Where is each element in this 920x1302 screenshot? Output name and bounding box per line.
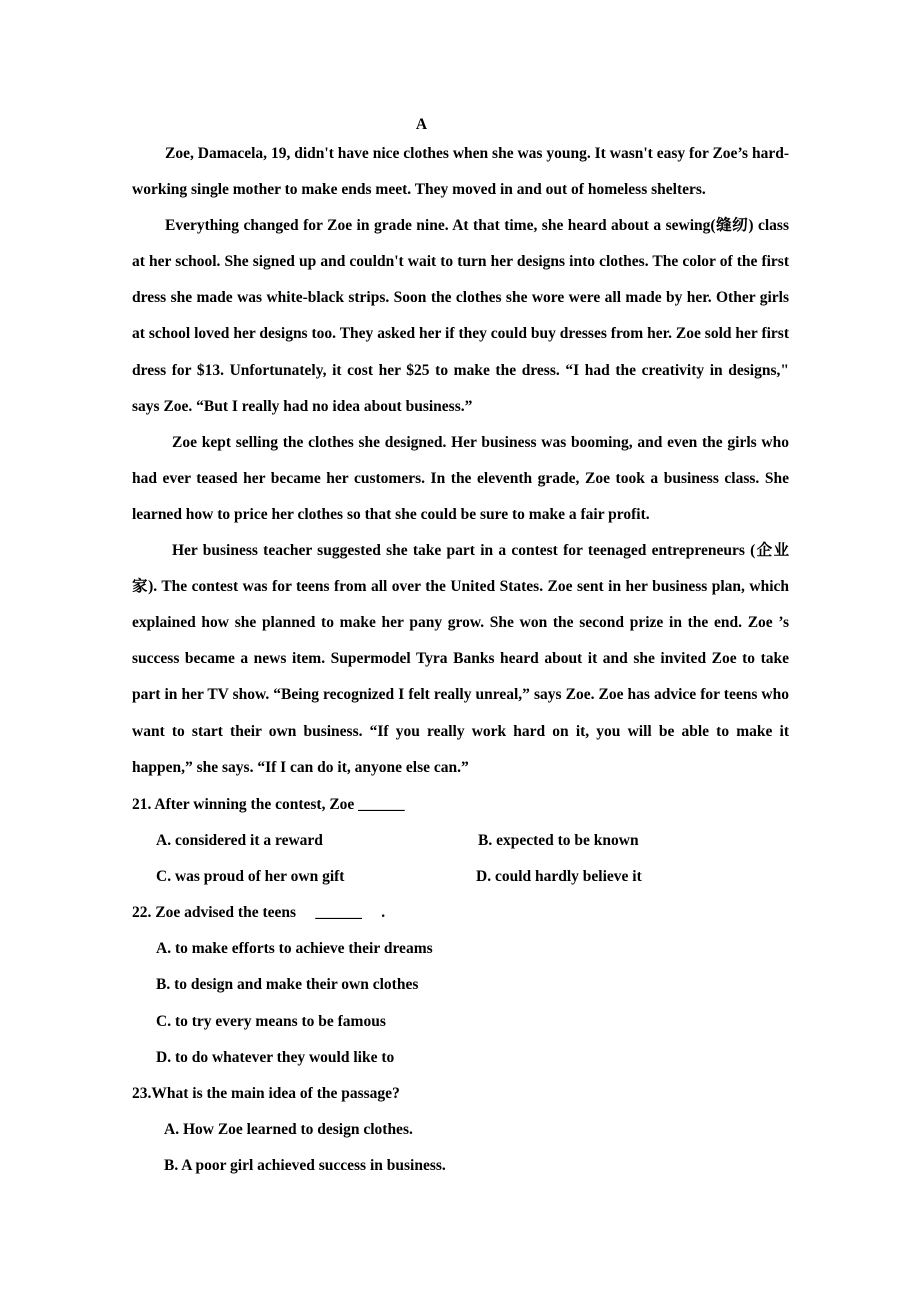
- question-21-option-a: A. considered it a reward: [156, 832, 323, 850]
- passage-paragraph-4: Her business teacher suggested she take part in a contest for teenaged entrepreneurs (企业家). The contest was for teens from all over the United States. Zoe sent in her business plan, which explained how she planned to make her pany grow. She won the second prize in the end. Zoe ’s success became a news item. Supermodel Tyra Banks heard about it and she invited Zoe to take part in her TV show. “Being recognized I felt really unreal,” says Zoe. Zoe has advice for teens who want to start their own business. “If you really work hard on it, you will be able to make it happen,” she says. “If I can do it, anyone else can.”: [132, 542, 789, 776]
- question-21-option-c: C. was proud of her own gift: [156, 868, 345, 886]
- question-23-option-b: B. A poor girl achieved success in business.: [164, 1156, 446, 1174]
- passage-paragraph-3: Zoe kept selling the clothes she designed. Her business was booming, and even the girls who had ever teased her became her customers. In the eleventh grade, Zoe took a business class. She learned how to price her clothes so that she could be sure to make a fair profit.: [132, 433, 789, 523]
- question-21-option-b: B. expected to be known: [478, 832, 639, 850]
- question-21-options-row-1: [132, 823, 789, 859]
- passage-paragraph-1: Zoe, Damacela, 19, didn't have nice clothes when she was young. It wasn't easy for Zoe’s hard-working single mother to make ends meet. They moved in and out of homeless shelters.: [132, 145, 789, 199]
- reading-passage: [132, 136, 789, 786]
- question-23-stem: 23.What is the main idea of the passage?: [132, 1084, 400, 1102]
- section-heading: A: [415, 116, 428, 133]
- question-22-stem: 22. Zoe advised the teens ______ .: [132, 904, 386, 922]
- question-22-option-d: D. to do whatever they would like to: [156, 1048, 395, 1066]
- question-22-option-b: B. to design and make their own clothes: [156, 976, 419, 994]
- question-21-stem: 21. After winning the contest, Zoe ______: [132, 796, 405, 813]
- question-23-option-a: A. How Zoe learned to design clothes.: [164, 1120, 413, 1138]
- question-22-option-c: C. to try every means to be famous: [156, 1012, 386, 1030]
- passage-paragraph-2: Everything changed for Zoe in grade nine. At that time, she heard about a sewing(缝纫) class at her school. She signed up and couldn't wait to turn her designs into clothes. The color of the first dress she made was white-black strips. Soon the clothes she wore were all made by her. Other girls at school loved her designs too. They asked her if they could buy dresses from her. Zoe sold her first dress for $13. Unfortunately, it cost her $25 to make the dress. “I had the creativity in designs," says Zoe. “But I really had no idea about business.”: [132, 217, 789, 415]
- question-21-options-row-2: [132, 859, 789, 895]
- question-22-option-a: A. to make efforts to achieve their dreams: [156, 940, 433, 958]
- question-list: [132, 787, 789, 1184]
- question-21-option-d: D. could hardly believe it: [476, 868, 642, 886]
